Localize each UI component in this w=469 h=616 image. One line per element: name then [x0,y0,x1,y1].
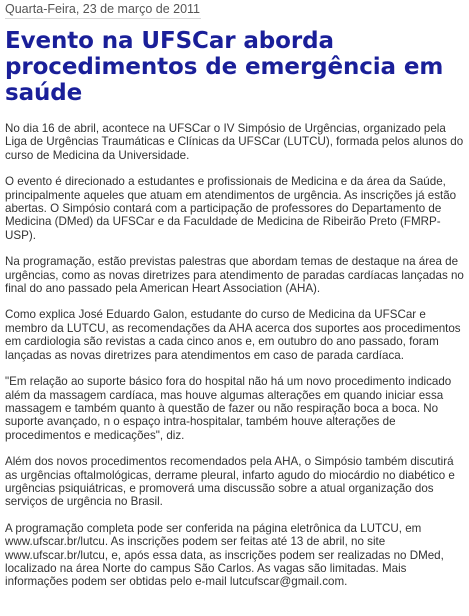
article-paragraph: Na programação, estão previstas palestras que abordam temas de destaque na área de urgências, como as novas diretrizes para atendimento de paradas cardíacas lançadas no final do ano passado pela American Heart Association (AHA). [5,255,464,296]
article-paragraph: Além dos novos procedimentos recomendados pela AHA, o Simpósio também discutirá as urgências oftalmológicas, derrame pleural, infarto agudo do miocárdio no diabético e urgências psiquiátricas, e promoverá uma discussão sobre a atual organização dos serviços de urgência no Brasil. [5,455,455,509]
article-headline: Evento na UFSCar aborda procedimentos de emergência em saúde [5,28,444,106]
article-paragraph: No dia 16 de abril, acontece na UFSCar o IV Simpósio de Urgências, organizado pela Liga de Urgências Traumáticas e Clínicas da UFSCar (LUTCU), formada pelos alunos do curso de Medicina da Universidade. [5,122,464,162]
news-article [5,0,465,602]
article-paragraph: Como explica José Eduardo Galon, estudante do curso de Medicina da UFSCar e membro da LUTCU, as recomendações da AHA acerca dos suportes aos procedimentos em cardiologia são revistas a cada cinco anos e, em outubro do ano passado, foram lançadas as novas diretrizes para atendimentos em caso de parada cardíaca. [5,308,461,362]
article-body [5,122,465,589]
article-paragraph: "Em relação ao suporte básico fora do hospital não há um novo procedimento indicado além da massagem cardíaca, mas houve algumas alterações em quando iniciar essa massagem e também quanto à questão de fazer ou não respiração boca a boca. No suporte avançado, n o espaço intra-hospitalar, também houve alterações de procedimentos e medicações", diz. [5,375,452,442]
article-paragraph: O evento é direcionado a estudantes e profissionais de Medicina e da área da Saúde, principalmente aqueles que atuam em atendimentos de urgência. As inscrições já estão abertas. O Simpósio contará com a participação de professores do Departamento de Medicina (DMed) da UFSCar e da Faculdade de Medicina de Ribeirão Preto (FMRP-USP). [5,175,457,242]
article-paragraph: A programação completa pode ser conferida na página eletrônica da LUTCU, em www.ufscar.br/lutcu. As inscrições podem ser feitas até 13 de abril, no site www.ufscar.br/lutcu, e, após essa data, as inscrições podem ser realizadas no DMed, localizado na área Norte do campus São Carlos. As vagas são limitadas. Mais informações podem ser obtidas pelo e-mail lutcufscar@gmail.com. [5,521,444,589]
article-dateline: Quarta-Feira, 23 de março de 2011 [5,2,201,19]
